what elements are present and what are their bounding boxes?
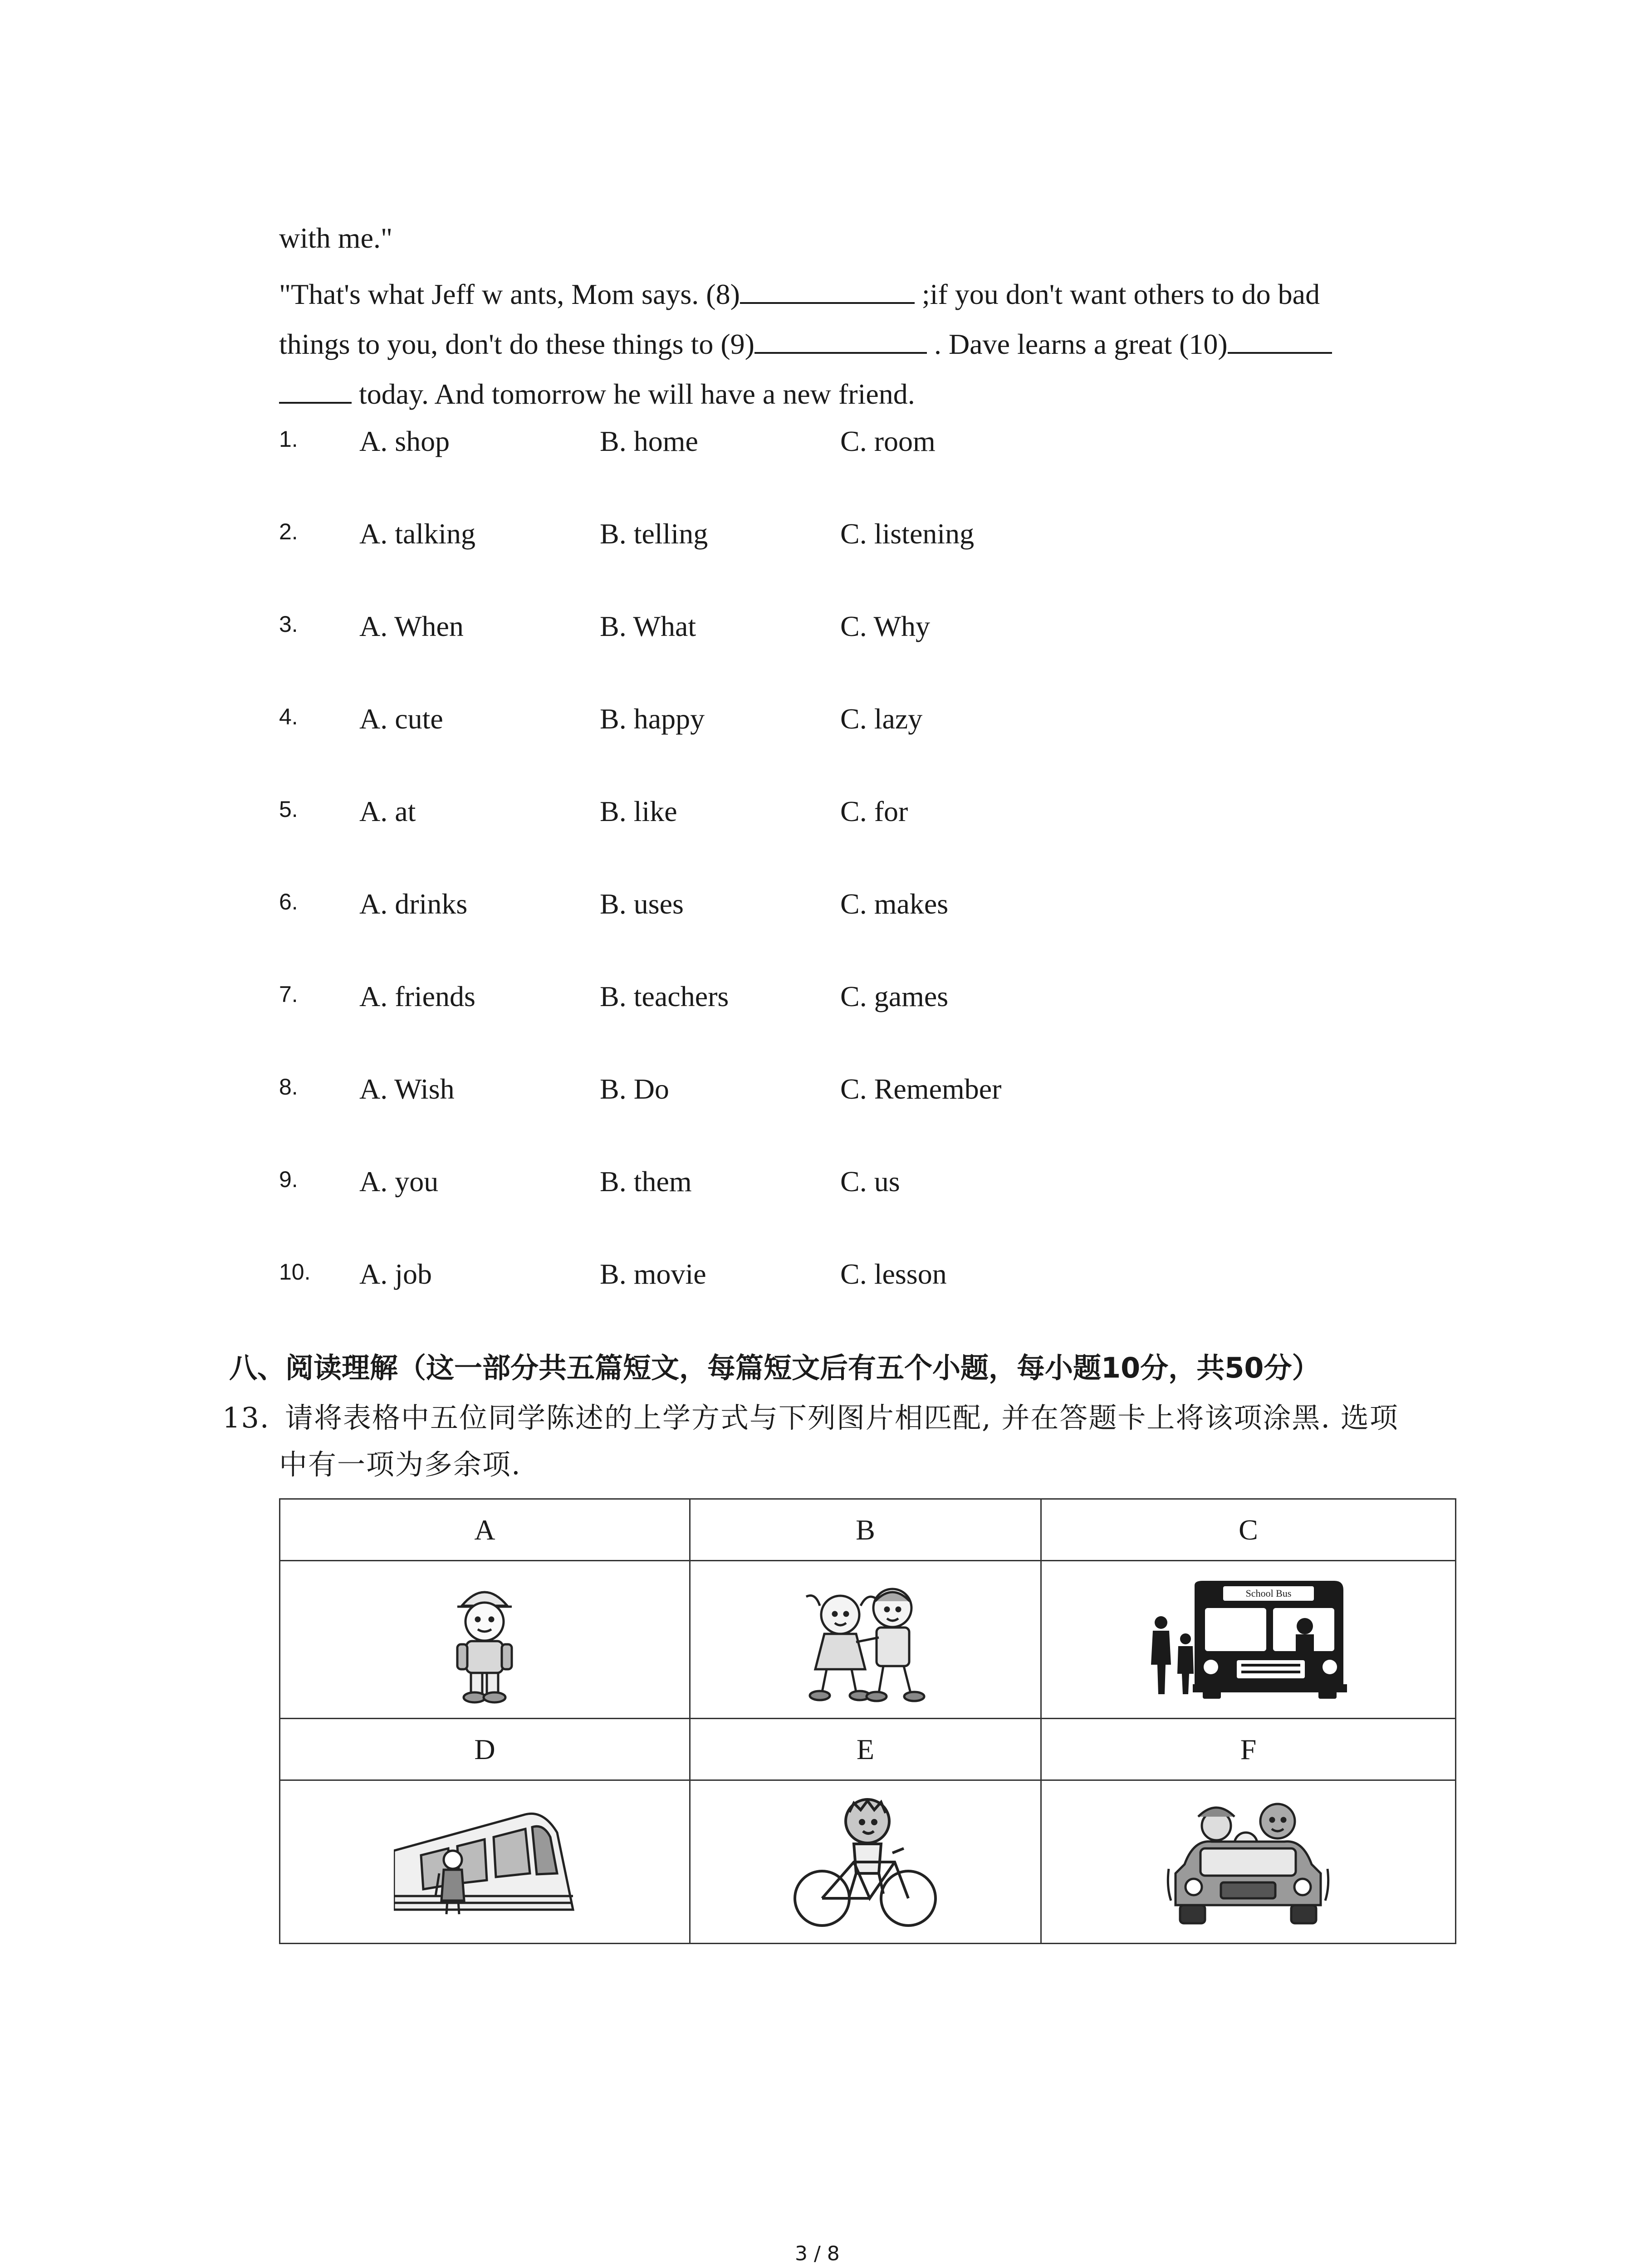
question-number: 5. [279,797,298,822]
option-a: A. friends [359,980,475,1012]
option-b: B. Do [600,1073,669,1105]
boy-walking-icon [444,1574,525,1706]
option-label: F [1041,1719,1455,1780]
question-number: 8. [279,1074,298,1100]
option-b: B. uses [600,888,684,920]
option-b: B. home [600,425,698,457]
option-label: C [1041,1499,1455,1561]
question-number: 6. [279,889,298,914]
option-c: C. lesson [840,1258,947,1290]
question-number: 7. [279,982,298,1007]
option-c: C. Why [840,610,930,642]
picture-cell-e [690,1780,1041,1944]
answer-blank-8 [740,274,915,304]
passage-text: "That's what Jeff w ants, Mom says. (8) [279,278,740,310]
passage-line-3 [279,324,1332,359]
option-c: C. room [840,425,936,457]
option-a: A. job [359,1258,432,1290]
option-c: C. us [840,1165,900,1198]
option-b: B. them [600,1165,692,1198]
picture-cell-a [280,1561,690,1719]
option-b: B. What [600,610,696,642]
passage-text: ;if you don't want others to do bad [914,278,1320,310]
option-c: C. games [840,980,949,1012]
question-number: 3. [279,611,298,637]
question-number: 13. [222,1401,270,1434]
family-car-icon [1166,1796,1330,1928]
label-row [280,1719,1456,1780]
option-b: B. teachers [600,980,729,1012]
option-a: A. Wish [359,1073,455,1105]
option-b: B. like [600,795,677,827]
option-a: A. When [359,610,464,642]
option-c: C. lazy [840,703,923,735]
option-a: A. shop [359,425,450,457]
question-instruction: 请将表格中五位同学陈述的上学方式与下列图片相匹配, 并在答题卡上将该项涂黑. 选项 [285,1401,1399,1434]
option-b: B. happy [600,703,705,735]
passage-line-1: with me." [279,222,393,254]
question-number: 4. [279,704,298,729]
picture-cell-c [1041,1561,1455,1719]
question-number: 1. [279,426,298,452]
option-c: C. for [840,795,908,827]
option-c: C. Remember [840,1073,1002,1105]
option-c: C. makes [840,888,949,920]
passage-line-4 [279,374,915,409]
passage-text: today. And tomorrow he will have a new friend. [352,377,915,410]
option-b: B. movie [600,1258,706,1290]
question-number: 10. [279,1259,311,1285]
question-number: 9. [279,1167,298,1192]
picture-row [280,1561,1456,1719]
bicycle-icon [790,1794,940,1930]
picture-cell-f [1041,1780,1455,1944]
school-bus-icon [1144,1581,1352,1699]
page-number: 3 / 8 [795,2242,840,2265]
section-title: 八、阅读理解（这一部分共五篇短文，每篇短文后有五个小题，每小题10分，共50分） [229,1351,1320,1384]
option-a: A. drinks [359,888,468,920]
children-walking-icon [788,1574,942,1706]
option-label: B [690,1499,1041,1561]
option-label: A [280,1499,690,1561]
option-c: C. listening [840,518,975,550]
picture-row [280,1780,1456,1944]
answer-blank-9 [754,324,927,354]
picture-cell-b [690,1561,1041,1719]
subway-train-icon [394,1805,575,1919]
option-a: A. at [359,795,416,827]
option-a: A. you [359,1165,439,1198]
option-a: A. cute [359,703,443,735]
question-instruction-cont: 中有一项为多余项. [279,1448,521,1481]
answer-blank-10 [1228,324,1332,354]
option-label: E [690,1719,1041,1780]
question-number: 2. [279,519,298,544]
option-b: B. telling [600,518,708,550]
passage-text: . Dave learns a great (10) [926,327,1228,360]
passage-line-2 [279,274,1320,309]
option-label: D [280,1719,690,1780]
label-row [280,1499,1456,1561]
picture-cell-d [280,1780,690,1944]
bus-sign-text: School Bus [1246,1587,1292,1599]
option-a: A. talking [359,518,475,550]
answer-blank-10-cont [279,374,352,404]
passage-text: things to you, don't do these things to (9) [279,327,754,360]
matching-table [279,1498,1456,1944]
